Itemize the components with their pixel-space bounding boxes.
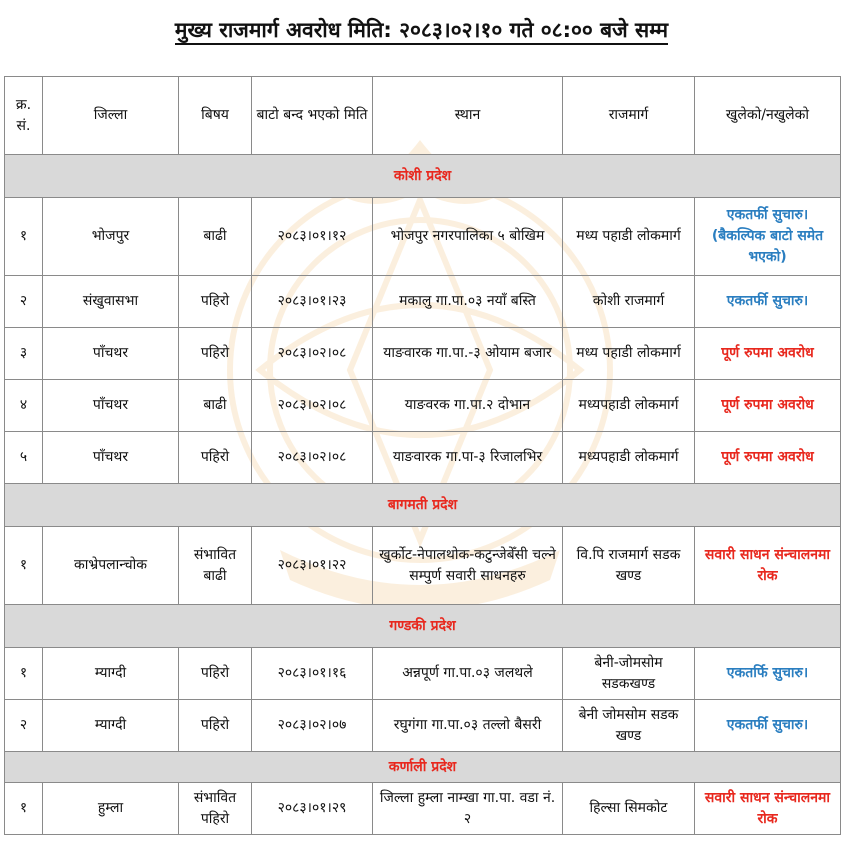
table-row — [5, 700, 841, 752]
cell-district: पाँचथर — [43, 328, 179, 380]
cell-place: रघुगंगा गा.पा.०३ तल्लो बैसरी — [373, 700, 563, 752]
header-closure-date: बाटो बन्द भएको मिति — [252, 77, 373, 155]
cell-closure-date: २०८३।०२।०८ — [252, 432, 373, 484]
road-blockage-table — [4, 76, 841, 835]
table-row — [5, 328, 841, 380]
cell-subject: पहिरो — [179, 432, 252, 484]
cell-district: संखुवासभा — [43, 276, 179, 328]
cell-subject: संभावित पहिरो — [179, 783, 252, 835]
cell-place: याङवारक गा.पा.-३ ओयाम बजार — [373, 328, 563, 380]
cell-district: भोजपुर — [43, 198, 179, 276]
table-row — [5, 527, 841, 605]
cell-status: एकतर्फि सुचारु। — [695, 648, 841, 700]
header-status: खुलेको/नखुलेको — [695, 77, 841, 155]
cell-serial-number: ४ — [5, 380, 43, 432]
cell-closure-date: २०८३।०१।२९ — [252, 783, 373, 835]
cell-closure-date: २०८३।०१।१६ — [252, 648, 373, 700]
table-row — [5, 276, 841, 328]
table-header — [5, 77, 841, 155]
cell-closure-date: २०८३।०२।०८ — [252, 380, 373, 432]
cell-serial-number: १ — [5, 783, 43, 835]
page-title: मुख्य राजमार्ग अवरोध मिति: २०८३।०२।१० गते ०८:०० बजे सम्म — [0, 16, 843, 44]
cell-highway: मध्यपहाडी लोकमार्ग — [563, 432, 695, 484]
cell-serial-number: १ — [5, 648, 43, 700]
cell-place: खुर्कोट-नेपालथोक-कटुन्जेबेँसी चल्ने सम्पुर्ण सवारी साधनहरु — [373, 527, 563, 605]
cell-status: एकतर्फी सुचारु। (बैकल्पिक बाटो समेत भएको) — [695, 198, 841, 276]
cell-highway: कोशी राजमार्ग — [563, 276, 695, 328]
table-row — [5, 648, 841, 700]
cell-status: पूर्ण रुपमा अवरोध — [695, 432, 841, 484]
cell-serial-number: ३ — [5, 328, 43, 380]
cell-subject: संभावित बाढी — [179, 527, 252, 605]
cell-status: सवारी साधन संन्चालनमा रोक — [695, 783, 841, 835]
section-row-bagmati — [5, 484, 841, 527]
cell-subject: पहिरो — [179, 328, 252, 380]
cell-place: याङवारक गा.पा-३ रिजालभिर — [373, 432, 563, 484]
cell-status: पूर्ण रुपमा अवरोध — [695, 328, 841, 380]
cell-closure-date: २०८३।०२।०७ — [252, 700, 373, 752]
section-row-karnali — [5, 752, 841, 783]
table-row — [5, 783, 841, 835]
cell-status: सवारी साधन संन्चालनमा रोक — [695, 527, 841, 605]
header-highway: राजमार्ग — [563, 77, 695, 155]
cell-place: याङवरक गा.पा.२ दोभान — [373, 380, 563, 432]
cell-highway: हिल्सा सिमकोट — [563, 783, 695, 835]
section-title: बागमती प्रदेश — [5, 484, 841, 527]
cell-district: पाँचथर — [43, 432, 179, 484]
cell-subject: पहिरो — [179, 648, 252, 700]
cell-subject: पहिरो — [179, 276, 252, 328]
cell-place: जिल्ला हुम्ला नाम्खा गा.पा. वडा नं. २ — [373, 783, 563, 835]
cell-serial-number: २ — [5, 276, 43, 328]
cell-status: पूर्ण रुपमा अवरोध — [695, 380, 841, 432]
cell-closure-date: २०८३।०१।१२ — [252, 198, 373, 276]
cell-subject: बाढी — [179, 198, 252, 276]
cell-district: म्याग्दी — [43, 648, 179, 700]
cell-highway: मध्य पहाडी लोकमार्ग — [563, 328, 695, 380]
cell-district: काभ्रेपलान्चोक — [43, 527, 179, 605]
cell-subject: पहिरो — [179, 700, 252, 752]
header-serial-number: क्र. सं. — [5, 77, 43, 155]
cell-highway: वि.पि राजमार्ग सडक खण्ड — [563, 527, 695, 605]
section-title: कोशी प्रदेश — [5, 155, 841, 198]
section-title: कर्णाली प्रदेश — [5, 752, 841, 783]
cell-highway: मध्य पहाडी लोकमार्ग — [563, 198, 695, 276]
section-row-koshi — [5, 155, 841, 198]
cell-subject: बाढी — [179, 380, 252, 432]
cell-highway: बेनी-जोमसोम सडकखण्ड — [563, 648, 695, 700]
cell-status: एकतर्फी सुचारु। — [695, 700, 841, 752]
cell-place: मकालु गा.पा.०३ नयाँ बस्ति — [373, 276, 563, 328]
cell-status: एकतर्फी सुचारु। — [695, 276, 841, 328]
table-row — [5, 432, 841, 484]
cell-highway: मध्यपहाडी लोकमार्ग — [563, 380, 695, 432]
cell-highway: बेनी जोमसोम सडक खण्ड — [563, 700, 695, 752]
cell-district: हुम्ला — [43, 783, 179, 835]
cell-closure-date: २०८३।०१।२२ — [252, 527, 373, 605]
header-place: स्थान — [373, 77, 563, 155]
section-row-gandaki — [5, 605, 841, 648]
cell-district: म्याग्दी — [43, 700, 179, 752]
section-title: गण्डकी प्रदेश — [5, 605, 841, 648]
cell-serial-number: २ — [5, 700, 43, 752]
cell-place: अन्नपूर्ण गा.पा.०३ जलथले — [373, 648, 563, 700]
table-row — [5, 380, 841, 432]
cell-closure-date: २०८३।०१।२३ — [252, 276, 373, 328]
cell-place: भोजपुर नगरपालिका ५ बोखिम — [373, 198, 563, 276]
table-row — [5, 198, 841, 276]
cell-serial-number: १ — [5, 198, 43, 276]
header-district: जिल्ला — [43, 77, 179, 155]
cell-serial-number: १ — [5, 527, 43, 605]
header-subject: बिषय — [179, 77, 252, 155]
cell-district: पाँचथर — [43, 380, 179, 432]
cell-closure-date: २०८३।०२।०८ — [252, 328, 373, 380]
cell-serial-number: ५ — [5, 432, 43, 484]
